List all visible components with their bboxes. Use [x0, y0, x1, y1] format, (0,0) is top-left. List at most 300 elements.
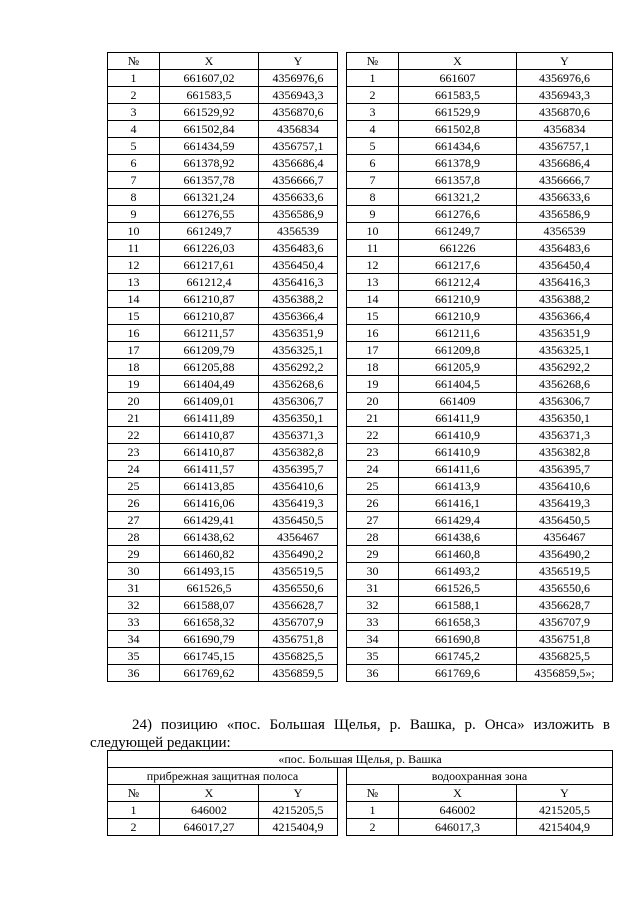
column-gap — [338, 376, 347, 393]
cell-y-right: 4356870,6 — [517, 104, 613, 121]
cell-x-right: 661438,6 — [399, 529, 517, 546]
cell-number-right: 4 — [347, 121, 399, 138]
header-number-left: № — [108, 53, 160, 70]
cell-number-left: 28 — [108, 529, 160, 546]
cell-number-right: 8 — [347, 189, 399, 206]
cell-number-right: 22 — [347, 427, 399, 444]
cell-x-right: 661209,8 — [399, 342, 517, 359]
column-gap — [338, 121, 347, 138]
cell-y-left: 4356467 — [259, 529, 338, 546]
zone-group-protective-strip: прибрежная защитная полоса — [108, 768, 338, 785]
cell-y-left: 4356388,2 — [259, 291, 338, 308]
cell-x-right: 661460,8 — [399, 546, 517, 563]
cell-y-right: 4356483,6 — [517, 240, 613, 257]
cell-x-right: 661529,9 — [399, 104, 517, 121]
cell-x-right: 661249,7 — [399, 223, 517, 240]
cell-number-right: 6 — [347, 155, 399, 172]
column-gap — [338, 444, 347, 461]
cell-number-right: 24 — [347, 461, 399, 478]
cell-y-left: 4215205,5 — [259, 802, 338, 819]
cell-x-left: 661438,62 — [160, 529, 259, 546]
cell-number-right: 9 — [347, 206, 399, 223]
cell-x-right: 661658,3 — [399, 614, 517, 631]
cell-x-left: 661690,79 — [160, 631, 259, 648]
cell-y-right: 4356395,7 — [517, 461, 613, 478]
cell-x-right: 661205,9 — [399, 359, 517, 376]
cell-x-right: 661357,8 — [399, 172, 517, 189]
cell-x-left: 661411,57 — [160, 461, 259, 478]
cell-number-left: 22 — [108, 427, 160, 444]
paragraph-line-1: 24) позицию «пос. Большая Щелья, р. Вашка, р. Онса» изложить в — [132, 717, 610, 733]
cell-y-left: 4356371,3 — [259, 427, 338, 444]
cell-y-right: 4215205,5 — [517, 802, 613, 819]
table-row — [108, 291, 613, 308]
column-gap — [338, 631, 347, 648]
cell-y-right: 4215404,9 — [517, 819, 613, 836]
cell-x-right: 646017,3 — [399, 819, 517, 836]
cell-y-right: 4356666,7 — [517, 172, 613, 189]
cell-x-left: 661404,49 — [160, 376, 259, 393]
cell-x-right: 661410,9 — [399, 427, 517, 444]
cell-y-right: 4356419,3 — [517, 495, 613, 512]
table-row — [108, 172, 613, 189]
cell-x-left: 661411,89 — [160, 410, 259, 427]
cell-x-right: 661526,5 — [399, 580, 517, 597]
cell-x-right: 661690,8 — [399, 631, 517, 648]
cell-number-right: 7 — [347, 172, 399, 189]
cell-y-right: 4356586,9 — [517, 206, 613, 223]
cell-number-left: 35 — [108, 648, 160, 665]
table-row — [108, 614, 613, 631]
table-row — [108, 427, 613, 444]
column-gap — [338, 546, 347, 563]
column-gap — [338, 53, 347, 70]
cell-x-right: 661404,5 — [399, 376, 517, 393]
cell-number-left: 17 — [108, 342, 160, 359]
cell-number-left: 5 — [108, 138, 160, 155]
header-x-left: X — [160, 53, 259, 70]
cell-number-left: 33 — [108, 614, 160, 631]
cell-x-left: 661209,79 — [160, 342, 259, 359]
cell-y-right: 4356292,2 — [517, 359, 613, 376]
cell-y-right: 4356382,8 — [517, 444, 613, 461]
cell-x-right: 661410,9 — [399, 444, 517, 461]
cell-number-left: 23 — [108, 444, 160, 461]
cell-number-right: 35 — [347, 648, 399, 665]
cell-x-right: 661226 — [399, 240, 517, 257]
table-row — [108, 478, 613, 495]
cell-y-left: 4356519,5 — [259, 563, 338, 580]
cell-x-left: 661211,57 — [160, 325, 259, 342]
cell-number-left: 7 — [108, 172, 160, 189]
column-gap — [338, 223, 347, 240]
cell-x-left: 661583,5 — [160, 87, 259, 104]
cell-x-left: 661416,06 — [160, 495, 259, 512]
cell-y-left: 4356870,6 — [259, 104, 338, 121]
cell-x-left: 661226,03 — [160, 240, 259, 257]
zone-header-x-left: X — [160, 785, 259, 802]
zone-header-x-right: X — [399, 785, 517, 802]
cell-y-right: 4356467 — [517, 529, 613, 546]
column-gap — [338, 597, 347, 614]
table-row — [108, 529, 613, 546]
zone-group-water-protection: водоохранная зона — [347, 768, 613, 785]
zone-table — [107, 750, 613, 836]
cell-x-left: 661210,87 — [160, 291, 259, 308]
table-row — [108, 359, 613, 376]
cell-y-left: 4356382,8 — [259, 444, 338, 461]
table-row — [108, 87, 613, 104]
cell-number-left: 20 — [108, 393, 160, 410]
cell-x-right: 661210,9 — [399, 291, 517, 308]
cell-y-left: 4215404,9 — [259, 819, 338, 836]
zone-group-row — [108, 768, 613, 785]
cell-number-right: 25 — [347, 478, 399, 495]
cell-x-left: 661769,62 — [160, 665, 259, 682]
cell-y-left: 4356834 — [259, 121, 338, 138]
cell-y-left: 4356539 — [259, 223, 338, 240]
cell-number-left: 21 — [108, 410, 160, 427]
cell-x-left: 661205,88 — [160, 359, 259, 376]
table-row — [108, 546, 613, 563]
cell-y-right: 4356707,9 — [517, 614, 613, 631]
cell-number-right: 34 — [347, 631, 399, 648]
cell-x-right: 661493,2 — [399, 563, 517, 580]
cell-y-left: 4356707,9 — [259, 614, 338, 631]
column-gap — [338, 138, 347, 155]
cell-y-right: 4356490,2 — [517, 546, 613, 563]
cell-x-left: 661588,07 — [160, 597, 259, 614]
cell-x-left: 661410,87 — [160, 444, 259, 461]
table-header-row — [108, 53, 613, 70]
cell-number-left: 1 — [108, 802, 160, 819]
cell-number-left: 6 — [108, 155, 160, 172]
cell-number-right: 1 — [347, 802, 399, 819]
cell-y-left: 4356483,6 — [259, 240, 338, 257]
table-row — [108, 819, 613, 836]
cell-y-left: 4356350,1 — [259, 410, 338, 427]
column-gap — [338, 291, 347, 308]
column-gap — [338, 274, 347, 291]
column-gap — [338, 172, 347, 189]
column-gap — [338, 512, 347, 529]
cell-x-left: 661357,78 — [160, 172, 259, 189]
cell-number-left: 2 — [108, 819, 160, 836]
cell-x-left: 661607,02 — [160, 70, 259, 87]
table-row — [108, 597, 613, 614]
cell-number-right: 30 — [347, 563, 399, 580]
cell-number-left: 3 — [108, 104, 160, 121]
cell-number-right: 23 — [347, 444, 399, 461]
zone-header-row — [108, 785, 613, 802]
cell-number-right: 3 — [347, 104, 399, 121]
column-gap — [338, 410, 347, 427]
table-row — [108, 121, 613, 138]
cell-x-right: 661607 — [399, 70, 517, 87]
cell-x-left: 661434,59 — [160, 138, 259, 155]
cell-x-left: 661409,01 — [160, 393, 259, 410]
column-gap — [338, 87, 347, 104]
column-gap — [338, 70, 347, 87]
cell-number-right: 21 — [347, 410, 399, 427]
cell-y-left: 4356586,9 — [259, 206, 338, 223]
cell-number-left: 19 — [108, 376, 160, 393]
column-gap — [338, 461, 347, 478]
cell-number-right: 18 — [347, 359, 399, 376]
cell-y-right: 4356628,7 — [517, 597, 613, 614]
cell-number-left: 25 — [108, 478, 160, 495]
table-row — [108, 410, 613, 427]
paragraph-line-2: следующей редакции: — [90, 735, 231, 751]
cell-y-right: 4356550,6 — [517, 580, 613, 597]
cell-x-left: 661413,85 — [160, 478, 259, 495]
cell-x-right: 661588,1 — [399, 597, 517, 614]
cell-number-left: 2 — [108, 87, 160, 104]
cell-number-left: 15 — [108, 308, 160, 325]
cell-y-left: 4356490,2 — [259, 546, 338, 563]
cell-number-left: 34 — [108, 631, 160, 648]
cell-y-left: 4356450,5 — [259, 512, 338, 529]
cell-number-left: 9 — [108, 206, 160, 223]
cell-y-right: 4356306,7 — [517, 393, 613, 410]
cell-number-right: 5 — [347, 138, 399, 155]
cell-x-right: 661321,2 — [399, 189, 517, 206]
cell-y-right: 4356268,6 — [517, 376, 613, 393]
column-gap — [338, 240, 347, 257]
cell-y-right: 4356825,5 — [517, 648, 613, 665]
cell-x-left: 661460,82 — [160, 546, 259, 563]
zone-title: «пос. Большая Щелья, р. Вашка — [108, 751, 613, 768]
table-row — [108, 631, 613, 648]
column-gap — [338, 785, 347, 802]
cell-number-right: 31 — [347, 580, 399, 597]
header-y-right: Y — [517, 53, 613, 70]
cell-number-right: 17 — [347, 342, 399, 359]
cell-x-left: 661410,87 — [160, 427, 259, 444]
cell-number-right: 14 — [347, 291, 399, 308]
cell-x-right: 661210,9 — [399, 308, 517, 325]
table-row — [108, 495, 613, 512]
table-row — [108, 325, 613, 342]
table-row — [108, 512, 613, 529]
cell-y-right: 4356686,4 — [517, 155, 613, 172]
cell-number-left: 1 — [108, 70, 160, 87]
cell-x-right: 661217,6 — [399, 257, 517, 274]
cell-y-left: 4356416,3 — [259, 274, 338, 291]
cell-y-left: 4356268,6 — [259, 376, 338, 393]
cell-number-right: 16 — [347, 325, 399, 342]
cell-y-left: 4356351,9 — [259, 325, 338, 342]
cell-number-right: 19 — [347, 376, 399, 393]
cell-y-left: 4356450,4 — [259, 257, 338, 274]
cell-x-right: 661769,6 — [399, 665, 517, 682]
cell-y-left: 4356757,1 — [259, 138, 338, 155]
cell-x-right: 661429,4 — [399, 512, 517, 529]
cell-y-right: 4356539 — [517, 223, 613, 240]
cell-number-right: 26 — [347, 495, 399, 512]
cell-y-left: 4356410,6 — [259, 478, 338, 495]
column-gap — [338, 648, 347, 665]
column-gap — [338, 206, 347, 223]
table-row — [108, 189, 613, 206]
table-row — [108, 308, 613, 325]
cell-y-left: 4356633,6 — [259, 189, 338, 206]
column-gap — [338, 478, 347, 495]
cell-number-right: 1 — [347, 70, 399, 87]
cell-number-right: 29 — [347, 546, 399, 563]
cell-x-right: 661502,8 — [399, 121, 517, 138]
column-gap — [338, 104, 347, 121]
cell-x-left: 661276,55 — [160, 206, 259, 223]
cell-y-left: 4356943,3 — [259, 87, 338, 104]
cell-y-right: 4356388,2 — [517, 291, 613, 308]
cell-y-left: 4356825,5 — [259, 648, 338, 665]
cell-number-right: 2 — [347, 819, 399, 836]
cell-x-right: 661212,4 — [399, 274, 517, 291]
cell-number-right: 32 — [347, 597, 399, 614]
cell-y-left: 4356976,6 — [259, 70, 338, 87]
cell-number-left: 26 — [108, 495, 160, 512]
cell-number-left: 18 — [108, 359, 160, 376]
cell-number-right: 12 — [347, 257, 399, 274]
zone-table-body — [108, 751, 613, 836]
cell-x-right: 661411,6 — [399, 461, 517, 478]
cell-number-right: 2 — [347, 87, 399, 104]
cell-number-right: 36 — [347, 665, 399, 682]
cell-number-left: 12 — [108, 257, 160, 274]
cell-x-left: 661745,15 — [160, 648, 259, 665]
column-gap — [338, 359, 347, 376]
cell-number-right: 33 — [347, 614, 399, 631]
column-gap — [338, 325, 347, 342]
column-gap — [338, 802, 347, 819]
cell-y-right: 4356371,3 — [517, 427, 613, 444]
cell-y-left: 4356325,1 — [259, 342, 338, 359]
header-y-left: Y — [259, 53, 338, 70]
cell-number-left: 8 — [108, 189, 160, 206]
cell-x-left: 661502,84 — [160, 121, 259, 138]
cell-x-right: 661745,2 — [399, 648, 517, 665]
cell-y-right: 4356410,6 — [517, 478, 613, 495]
column-gap — [338, 614, 347, 631]
cell-y-right: 4356633,6 — [517, 189, 613, 206]
column-gap — [338, 257, 347, 274]
cell-y-right: 4356366,4 — [517, 308, 613, 325]
cell-x-right: 661378,9 — [399, 155, 517, 172]
zone-header-y-right: Y — [517, 785, 613, 802]
cell-x-left: 661526,5 — [160, 580, 259, 597]
cell-y-right: 4356943,3 — [517, 87, 613, 104]
coordinates-table — [107, 52, 613, 682]
cell-x-left: 661429,41 — [160, 512, 259, 529]
cell-y-left: 4356666,7 — [259, 172, 338, 189]
column-gap — [338, 393, 347, 410]
cell-number-right: 11 — [347, 240, 399, 257]
table-row — [108, 138, 613, 155]
cell-number-left: 29 — [108, 546, 160, 563]
cell-y-left: 4356366,4 — [259, 308, 338, 325]
cell-y-left: 4356306,7 — [259, 393, 338, 410]
header-number-right: № — [347, 53, 399, 70]
column-gap — [338, 155, 347, 172]
table-row — [108, 274, 613, 291]
cell-number-left: 30 — [108, 563, 160, 580]
cell-x-left: 661529,92 — [160, 104, 259, 121]
cell-x-left: 661210,87 — [160, 308, 259, 325]
cell-number-right: 10 — [347, 223, 399, 240]
cell-number-left: 36 — [108, 665, 160, 682]
zone-title-row — [108, 751, 613, 768]
cell-number-left: 16 — [108, 325, 160, 342]
table-row — [108, 342, 613, 359]
cell-number-left: 10 — [108, 223, 160, 240]
cell-y-left: 4356395,7 — [259, 461, 338, 478]
cell-number-left: 13 — [108, 274, 160, 291]
table-row — [108, 104, 613, 121]
cell-number-left: 11 — [108, 240, 160, 257]
column-gap — [338, 342, 347, 359]
column-gap — [338, 189, 347, 206]
cell-x-right: 661413,9 — [399, 478, 517, 495]
cell-number-left: 32 — [108, 597, 160, 614]
cell-number-left: 31 — [108, 580, 160, 597]
cell-x-left: 646002 — [160, 802, 259, 819]
cell-y-right: 4356519,5 — [517, 563, 613, 580]
cell-x-right: 661409 — [399, 393, 517, 410]
cell-y-left: 4356686,4 — [259, 155, 338, 172]
table-row — [108, 257, 613, 274]
cell-x-left: 661212,4 — [160, 274, 259, 291]
cell-x-left: 661493,15 — [160, 563, 259, 580]
cell-y-right: 4356751,8 — [517, 631, 613, 648]
cell-x-left: 661249,7 — [160, 223, 259, 240]
column-gap — [338, 563, 347, 580]
column-gap — [338, 768, 347, 785]
zone-header-y-left: Y — [259, 785, 338, 802]
table-row — [108, 461, 613, 478]
coordinates-table-body — [108, 70, 613, 682]
table-row — [108, 206, 613, 223]
cell-x-right: 661583,5 — [399, 87, 517, 104]
cell-y-right: 4356416,3 — [517, 274, 613, 291]
cell-y-left: 4356292,2 — [259, 359, 338, 376]
cell-y-right: 4356757,1 — [517, 138, 613, 155]
cell-y-right: 4356450,5 — [517, 512, 613, 529]
cell-number-left: 14 — [108, 291, 160, 308]
cell-y-left: 4356751,8 — [259, 631, 338, 648]
cell-x-right: 661411,9 — [399, 410, 517, 427]
header-x-right: X — [399, 53, 517, 70]
cell-y-right: 4356450,4 — [517, 257, 613, 274]
cell-x-left: 661378,92 — [160, 155, 259, 172]
table-row — [108, 665, 613, 682]
column-gap — [338, 665, 347, 682]
table-row — [108, 580, 613, 597]
cell-y-left: 4356859,5 — [259, 665, 338, 682]
cell-y-right: 4356834 — [517, 121, 613, 138]
cell-x-left: 661321,24 — [160, 189, 259, 206]
table-row — [108, 563, 613, 580]
cell-x-right: 646002 — [399, 802, 517, 819]
table-row — [108, 802, 613, 819]
cell-x-right: 661434,6 — [399, 138, 517, 155]
column-gap — [338, 495, 347, 512]
zone-header-number-right: № — [347, 785, 399, 802]
column-gap — [338, 580, 347, 597]
table-row — [108, 240, 613, 257]
cell-y-right: 4356325,1 — [517, 342, 613, 359]
cell-y-right: 4356976,6 — [517, 70, 613, 87]
